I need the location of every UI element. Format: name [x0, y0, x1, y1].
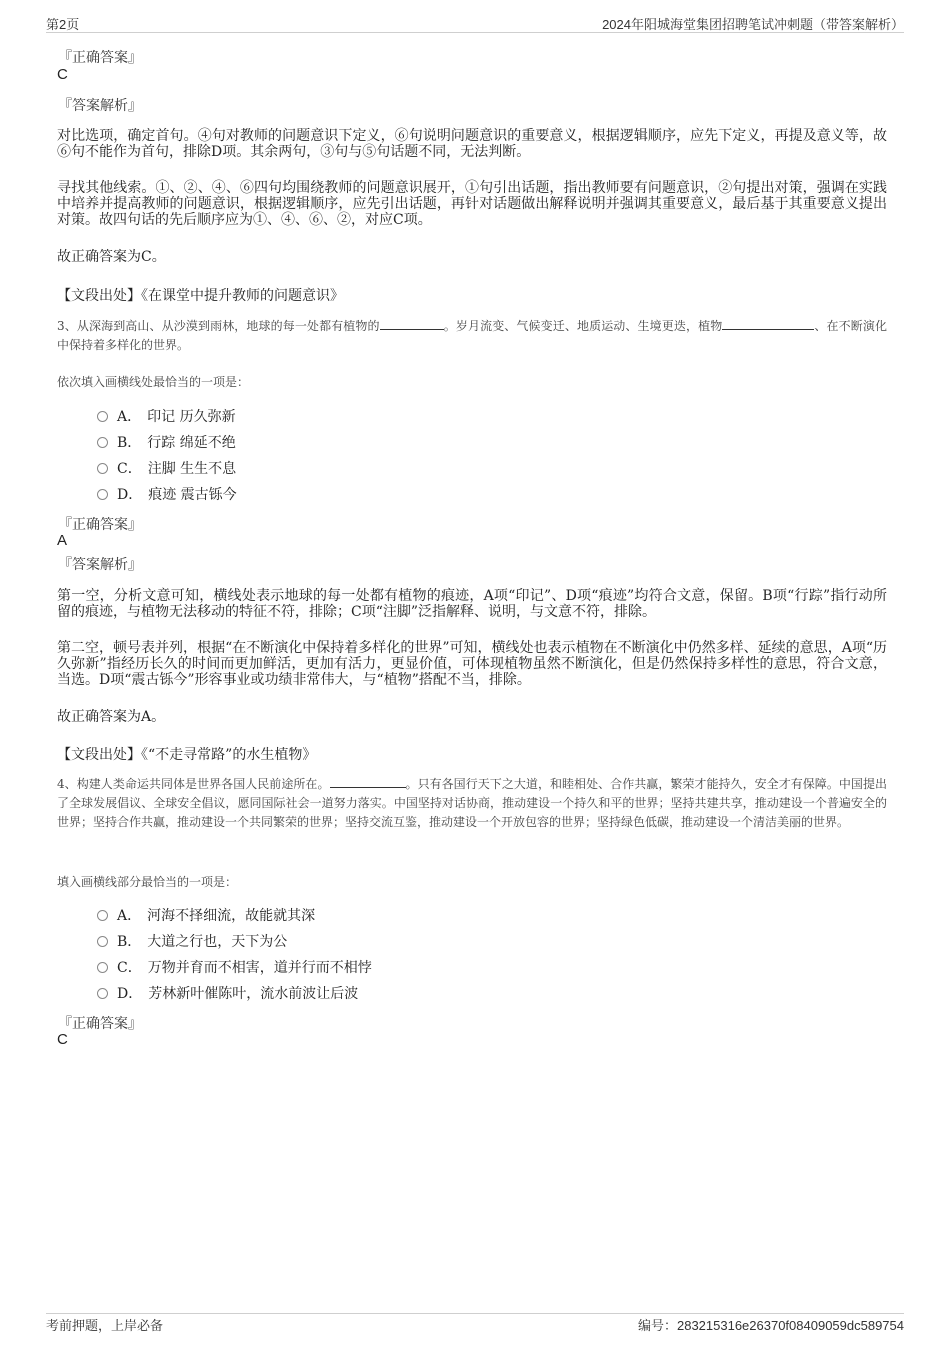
question-prompt: 依次填入画横线处最恰当的一项是： [57, 375, 250, 389]
fill-blank [330, 775, 406, 788]
correct-answer-value: A [57, 532, 68, 549]
option-a[interactable] [97, 907, 315, 925]
analysis-conclusion: 故正确答案为A。 [57, 709, 166, 725]
page-footer [46, 1313, 904, 1333]
option-text: 芳林新叶催陈叶，流水前波让后波 [148, 986, 359, 1002]
analysis-paragraph: 第二空，顿号表并列，根据“在不断演化中保持着多样化的世界”可知，横线处也表示植物在不断演化中仍然多样、延续的意思，A项“历久弥新”指经历长久的时间而更加鲜活，更加有活力，更显价值，可体现植物虽然不断演化，但是仍然保持多样性的意思，符合文意，当选。D项“震古铄今”形容事业或功绩非常伟大，与“植物”搭配不当，排除。 [57, 640, 887, 688]
fill-blank [722, 317, 814, 330]
analysis-label: 『答案解析』 [58, 557, 142, 573]
option-text: 痕迹 震古铄今 [148, 487, 237, 503]
option-letter: B． [117, 435, 142, 451]
page-header [46, 14, 904, 33]
option-letter: C． [117, 960, 142, 976]
option-text: 注脚 生生不息 [147, 461, 237, 477]
correct-answer-label: 『正确答案』 [58, 1016, 142, 1032]
footer-slogan: 考前押题，上岸必备 [46, 1318, 164, 1333]
option-text: 行踪 绵延不绝 [147, 435, 236, 451]
document-title: 2024年阳城海堂集团招聘笔试冲刺题（带答案解析） [602, 17, 904, 32]
option-text: 印记 历久弥新 [147, 409, 236, 425]
option-letter: B． [117, 934, 142, 950]
radio-icon[interactable] [97, 489, 108, 500]
stem-text: 。岁月流变、气候变迁、地质运动、生境更迭，植物 [443, 319, 723, 333]
option-b[interactable] [97, 434, 236, 452]
analysis-conclusion: 故正确答案为C。 [57, 249, 166, 265]
option-c[interactable] [97, 460, 236, 478]
option-b[interactable] [97, 933, 287, 951]
correct-answer-value: C [57, 66, 68, 83]
radio-icon[interactable] [97, 988, 108, 999]
analysis-label: 『答案解析』 [58, 98, 142, 114]
passage-source: 【文段出处】《“不走寻常路”的水生植物》 [57, 747, 317, 763]
option-c[interactable] [97, 959, 372, 977]
correct-answer-label: 『正确答案』 [58, 517, 142, 533]
option-text: 河海不择细流，故能就其深 [147, 908, 316, 924]
stem-text: 、在不断演化中保持着多样化的世界。 [57, 319, 887, 352]
analysis-paragraph: 对比选项，确定首句。④句对教师的问题意识下定义，⑥句说明问题意识的重要意义，根据逻辑顺序，应先下定义，再提及意义等，故⑥句不能作为首句，排除D项。其余两句，③句与⑤句话题不同，无法判断。 [57, 128, 887, 160]
correct-answer-label: 『正确答案』 [58, 50, 142, 66]
analysis-paragraph: 寻找其他线索。①、②、④、⑥四句均围绕教师的问题意识展开，①句引出话题，指出教师要有问题意识，②句提出对策，强调在实践中培养并提高教师的问题意识，根据逻辑顺序，应先引出话题，再针对话题做出解释说明并强调其重要意义，最后基于其重要意义提出对策。故四句话的先后顺序应为①、④、⑥、②，对应C项。 [57, 180, 887, 228]
radio-icon[interactable] [97, 463, 108, 474]
option-letter: A． [117, 908, 142, 924]
question-prompt: 填入画横线部分最恰当的一项是： [57, 875, 238, 889]
stem-text: 。只有各国行天下之大道，和睦相处、合作共赢，繁荣才能持久，安全才有保障。中国提出了全球发展倡议、全球安全倡议，愿同国际社会一道努力落实。中国坚持对话协商，推动建设一个持久和平的世界；坚持共建共享，推动建设一个普遍安全的世界；坚持合作共赢，推动建设一个共同繁荣的世界；坚持交流互鉴，推动建设一个开放包容的世界；坚持绿色低碳，推动建设一个清洁美丽的世界。 [57, 777, 887, 829]
radio-icon[interactable] [97, 962, 108, 973]
passage-source: 【文段出处】《在课堂中提升教师的问题意识》 [57, 288, 344, 304]
question-stem [57, 775, 887, 832]
radio-icon[interactable] [97, 437, 108, 448]
document-serial: 编号：283215316e26370f08409059dc589754 [637, 1318, 904, 1333]
option-letter: D． [117, 986, 143, 1002]
stem-text: 4、构建人类命运共同体是世界各国人民前途所在。 [57, 777, 330, 791]
option-letter: A． [117, 409, 142, 425]
fill-blank [380, 317, 444, 330]
option-d[interactable] [97, 486, 237, 504]
page-number: 第2页 [46, 17, 80, 32]
option-text: 大道之行也，天下为公 [147, 934, 288, 950]
option-d[interactable] [97, 985, 358, 1003]
question-stem [57, 317, 887, 355]
correct-answer-value: C [57, 1031, 68, 1048]
radio-icon[interactable] [97, 936, 108, 947]
radio-icon[interactable] [97, 910, 108, 921]
stem-text: 3、从深海到高山、从沙漠到雨林，地球的每一处都有植物的 [57, 319, 380, 333]
option-letter: D． [117, 487, 143, 503]
option-letter: C． [117, 461, 142, 477]
option-a[interactable] [97, 408, 236, 426]
analysis-paragraph: 第一空，分析文意可知，横线处表示地球的每一处都有植物的痕迹，A项“印记”、D项“痕迹”均符合文意，保留。B项“行踪”指行动所留的痕迹，与植物无法移动的特征不符，排除；C项“注脚”泛指解释、说明，与文意不符，排除。 [57, 588, 887, 620]
option-text: 万物并育而不相害，道并行而不相悖 [147, 960, 372, 976]
radio-icon[interactable] [97, 411, 108, 422]
